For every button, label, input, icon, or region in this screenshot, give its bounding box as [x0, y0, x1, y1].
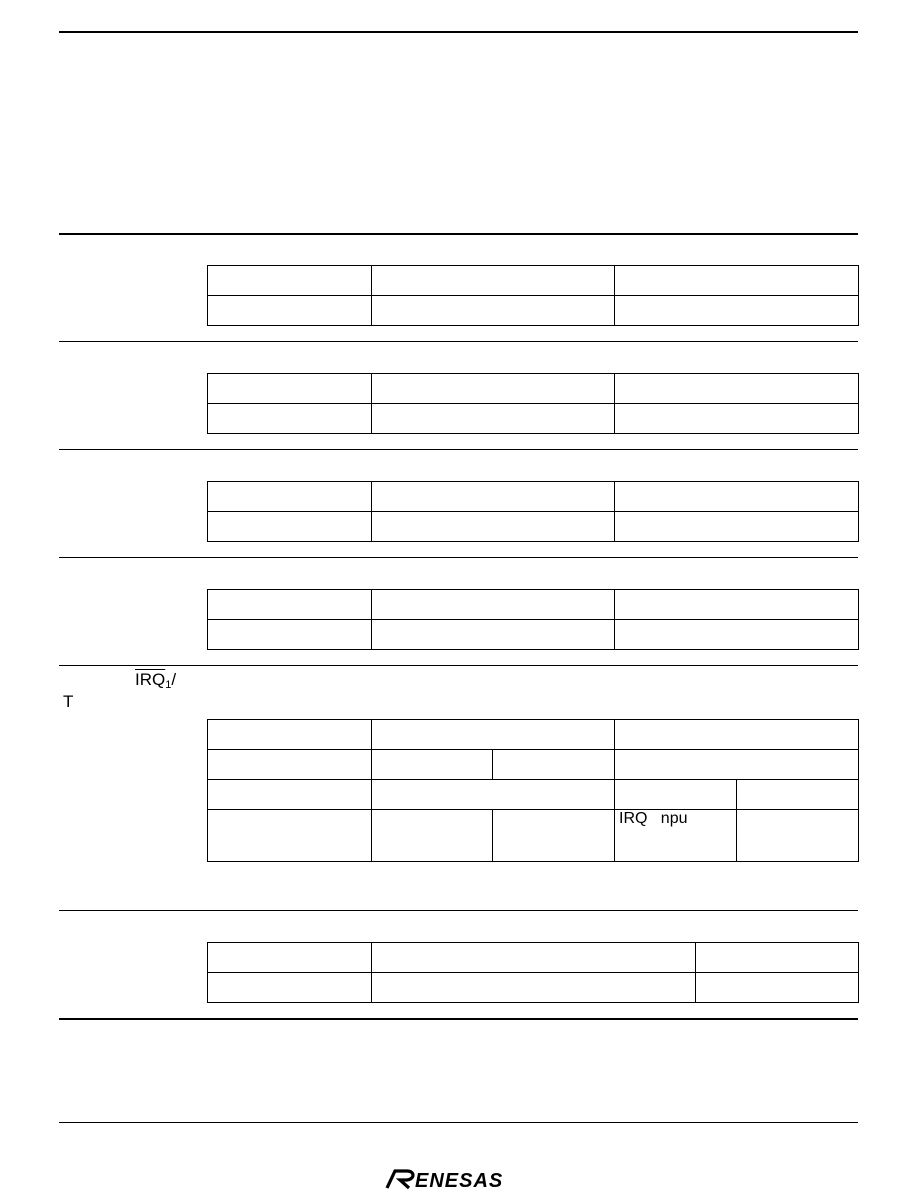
table-row — [208, 810, 859, 862]
table-row — [208, 943, 859, 973]
section-rule — [59, 1018, 858, 1020]
pin-name-label-line2: T — [63, 692, 74, 711]
table-row — [208, 512, 859, 542]
cell-text: npu — [660, 810, 688, 827]
irq-overlined-text: $\overline{IRQ}$ — [619, 810, 648, 827]
signal-subscript: 1 — [165, 679, 172, 691]
renesas-logo — [385, 1168, 533, 1190]
table-row — [208, 750, 859, 780]
table-row — [208, 973, 859, 1003]
pin-name-label — [135, 670, 176, 691]
table-row — [208, 266, 859, 296]
table-row — [208, 620, 859, 650]
svg-text:ENESAS: ENESAS — [415, 1170, 504, 1190]
table-cell — [615, 810, 737, 862]
table-row — [208, 296, 859, 326]
table-row — [208, 404, 859, 434]
pin-function-table-1 — [207, 265, 859, 326]
table-row — [208, 482, 859, 512]
table-row — [208, 590, 859, 620]
section-rule — [59, 910, 858, 911]
table-row — [208, 374, 859, 404]
signal-separator: / — [171, 670, 177, 689]
pin-function-table-6 — [207, 942, 859, 1003]
pin-function-table-4 — [207, 589, 859, 650]
table-row — [208, 780, 859, 810]
pin-function-table-5 — [207, 719, 859, 862]
section-rule — [59, 665, 858, 666]
pin-function-table-2 — [207, 373, 859, 434]
section-rule — [59, 449, 858, 450]
section-rule — [59, 233, 858, 235]
signal-name-overlined: $\overline{IRQ}$ — [135, 670, 166, 689]
pin-function-table-3 — [207, 481, 859, 542]
section-rule — [59, 557, 858, 558]
table-row — [208, 720, 859, 750]
footer-rule — [59, 1122, 858, 1123]
header-rule — [59, 31, 858, 33]
section-rule — [59, 341, 858, 342]
